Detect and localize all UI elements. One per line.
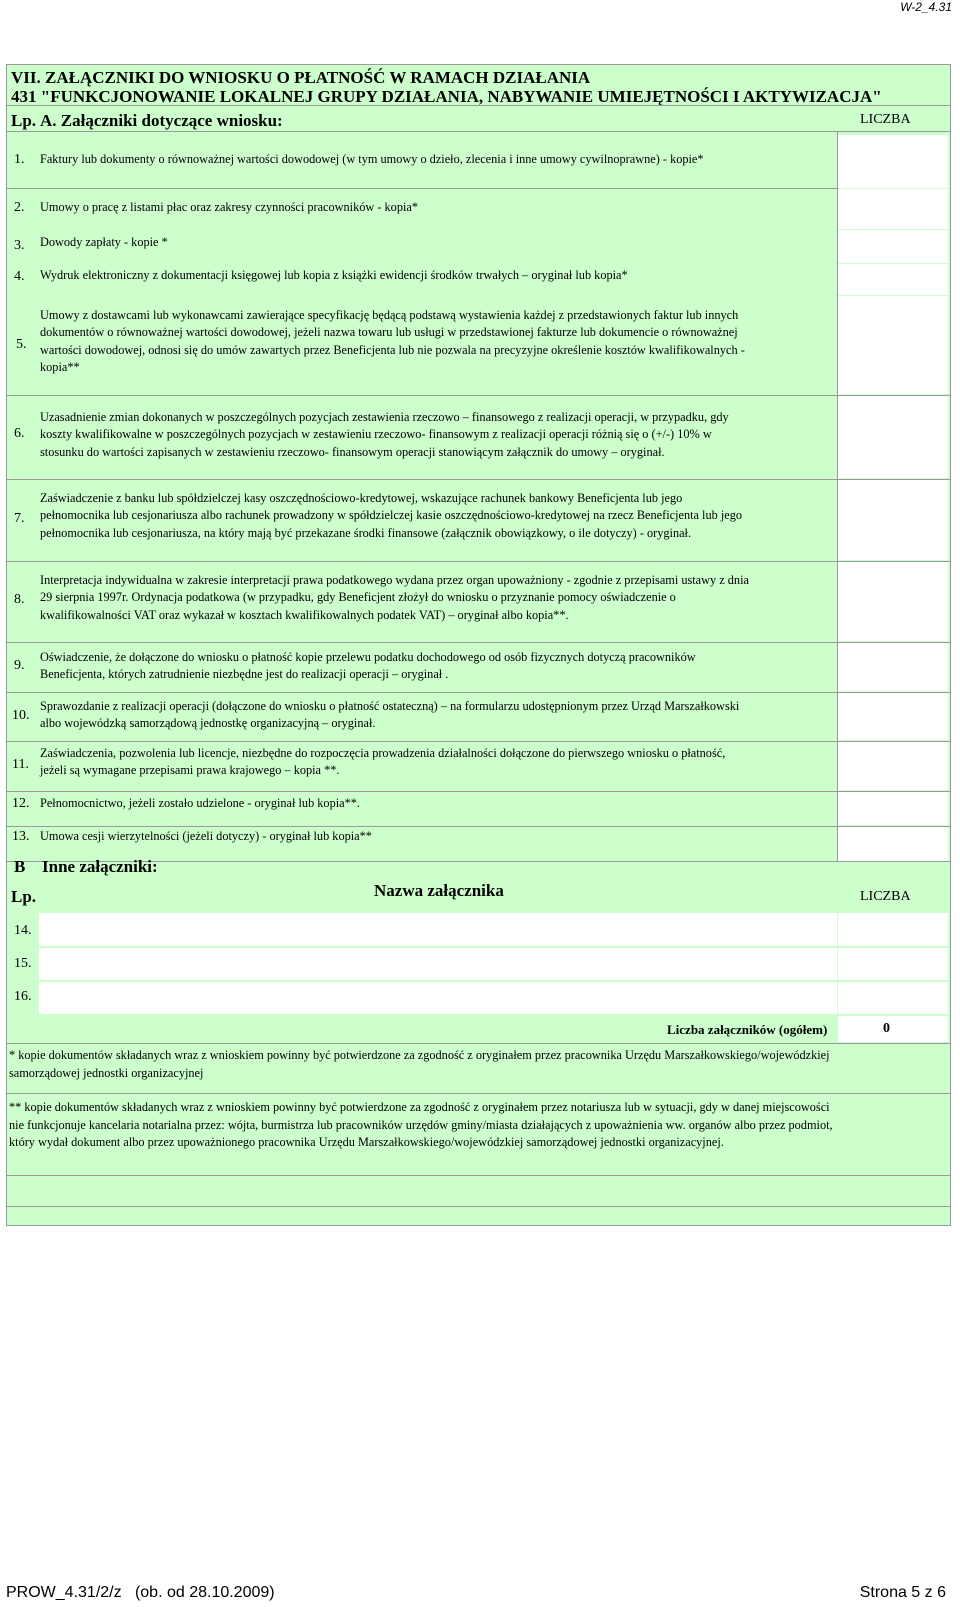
attachment-name-field[interactable] [39,948,837,980]
count-field-3[interactable] [838,230,948,263]
item-number: 5. [16,337,27,352]
item-text: Zaświadczenie z banku lub spółdzielczej kasy oszczędnościowo-kredytowej, wskazujące rachunek bankowy Beneficjenta lub jego pełnomocnika lub cesjonariusza albo rachunek prowadzony w spółdzielczej kasie oszczędnościowo-kredytowej na rzecz Beneficjenta lub jego pełnomocnika lub cesjonariusza, na który mają być przekazane środki finansowe (załącznik obowiązkowy, o ile dotyczy) - oryginał. [40,491,743,540]
count-field-1[interactable] [838,135,948,188]
form-code: W-2_4.31 [900,0,952,14]
item-number: 2. [14,200,25,215]
part-a-heading: A. Załączniki dotyczące wniosku: [40,111,283,130]
footer-document-code: PROW_4.31/2/z (ob. od 28.10.2009) [6,1584,275,1601]
item-number: 9. [14,658,25,673]
row-number: 14. [14,923,32,938]
item-text: Pełnomocnictwo, jeżeli zostało udzielone - oryginał lub kopia**. [40,796,360,810]
item-number: 10. [12,708,30,723]
item-text: Oświadczenie, że dołączone do wniosku o płatność kopie przelewu podatku dochodowego od osób fizycznych dotyczą pracowników Beneficjenta, których zatrudnienie niezbędne jest do realizacji operacji – oryginał . [40,650,696,682]
count-column-label: LICZBA [860,112,911,127]
item-number: 1. [14,152,25,167]
count-field-13[interactable] [838,827,948,861]
count-field-8[interactable] [838,562,948,641]
item-number: 4. [14,269,25,284]
item-text: Umowy z dostawcami lub wykonawcami zawierające specyfikację będącą podstawą wystawienia każdej z przedstawionych faktur lub innych dokumentów o równoważnej wartości dowodowej, jeżeli nazwa towaru lub usługi w przedstawionej fakturze lub dokumencie o równoważnej wartości dowodowej, odnosi się do umów zawartych przez Beneficjenta lub nie pozwala na precyzyjne określenie kosztów kwalifikowalnych - kopia** [40,308,745,375]
row-number: 15. [14,956,32,971]
attachment-count-field[interactable] [838,913,948,946]
item-text: Umowy o pracę z listami płac oraz zakresy czynności pracowników - kopia* [40,200,418,214]
item-text: Sprawozdanie z realizacji operacji (dołączone do wniosku o płatność ostateczną) – na formularzu udostępnionym przez Urząd Marszałkowski albo wojewódzką samorządową jednostkę organizacyjną – oryginał. [40,699,740,731]
part-b-count-label: LICZBA [860,889,911,904]
section-title-line1: VII. ZAŁĄCZNIKI DO WNIOSKU O PŁATNOŚĆ W RAMACH DZIAŁANIA [11,68,591,87]
count-field-6[interactable] [838,396,948,478]
attachment-count-field[interactable] [838,982,948,1014]
attachments-form [6,64,951,1226]
item-number: 6. [14,426,25,441]
item-text: Interpretacja indywidualna w zakresie interpretacji prawa podatkowego wydana przez organ upoważniony - zgodnie z przepisami ustawy z dnia 29 sierpnia 1997r. Ordynacja podatkowa (w przypadku, gdy Beneficjent złożył do wniosku o przyznanie pomocy oświadczenie o kwalifikowalności VAT oraz wykazał w kosztach kwalifikowalnych podatek VAT) – oryginał albo kopia**. [40,573,749,622]
count-field-5[interactable] [838,296,948,394]
item-number: 13. [12,829,30,844]
total-attachments-value: 0 [883,1021,890,1036]
item-number: 12. [12,796,30,811]
count-field-4[interactable] [838,264,948,295]
attachment-name-label: Nazwa załącznika [374,881,504,900]
attachment-name-field[interactable] [39,913,837,946]
item-text: Dowody zapłaty - kopie * [40,235,168,249]
count-field-7[interactable] [838,480,948,560]
part-b-heading: Inne załączniki: [42,857,158,876]
item-text: Zaświadczenia, pozwolenia lub licencje, niezbędne do rozpoczęcia prowadzenia działalności dołączone do pierwszego wniosku o płatność, jeżeli są wymagane przepisami prawa krajowego – kopia **. [40,746,726,778]
note-single-asterisk: * kopie dokumentów składanych wraz z wnioskiem powinny być potwierdzone za zgodność z oryginałem przez pracownika Urzędu Marszałkowskiego/wojewódzkiej samorządowej jednostki organizacyjnej [9,1048,830,1080]
section-title-line2: 431 "FUNKCJONOWANIE LOKALNEJ GRUPY DZIAŁANIA, NABYWANIE UMIEJĘTNOŚCI I AKTYWIZACJA" [11,87,882,106]
item-text: Umowa cesji wierzytelności (jeżeli dotyczy) - oryginał lub kopia** [40,829,372,843]
total-attachments-field[interactable] [838,1016,948,1042]
part-b-letter: B [14,857,26,876]
item-number: 11. [12,757,29,772]
item-text: Faktury lub dokumenty o równoważnej wartości dowodowej (w tym umowy o dzieło, zlecenia i inne umowy cywilnoprawne) - kopie* [40,152,704,166]
item-text: Wydruk elektroniczny z dokumentacji księgowej lub kopia z książki ewidencji środków trwałych – oryginał lub kopia* [40,268,628,282]
item-number: 3. [14,238,25,253]
footer-page-number: Strona 5 z 6 [859,1584,946,1601]
count-field-2[interactable] [838,189,948,229]
part-b-lp-label: Lp. [11,887,37,906]
item-number: 7. [14,511,25,526]
attachment-name-field[interactable] [39,982,837,1014]
lp-label: Lp. [11,111,37,130]
row-number: 16. [14,989,32,1004]
item-text: Uzasadnienie zmian dokonanych w poszczególnych pozycjach zestawienia rzeczowo – finansowego z realizacji operacji, w przypadku, gdy koszty kwalifikowalne w poszczególnych pozycjach w zestawieniu rzeczowo- finansowym z realizacji operacji różnią się o (+/-) 10% w stosunku do wartości zapisanych w zestawieniu rzeczowo- finansowym operacji stanowiącym załącznik do umowy – oryginał. [40,410,729,459]
item-number: 8. [14,592,25,607]
count-field-11[interactable] [838,742,948,790]
count-field-10[interactable] [838,693,948,740]
count-field-9[interactable] [838,643,948,691]
total-attachments-label: Liczba załączników (ogółem) [667,1022,828,1037]
count-field-12[interactable] [838,792,948,825]
note-double-asterisk: ** kopie dokumentów składanych wraz z wnioskiem powinny być potwierdzone za zgodność z oryginałem przez notariusza lub w sytuacji, gdy w danej miejscowości nie funkcjonuje kancelaria notarialna przez: wójta, burmistrza lub pracowników urzędów gminy/miasta działających z upoważnienia ww. organów albo przez podmiot, który wydał dokument albo przez upoważnionego pracownika Urzędu Marszałkowskiego/wojewódzkiej samorządowej jednostki organizacyjnej. [9,1100,833,1150]
attachment-count-field[interactable] [838,948,948,980]
